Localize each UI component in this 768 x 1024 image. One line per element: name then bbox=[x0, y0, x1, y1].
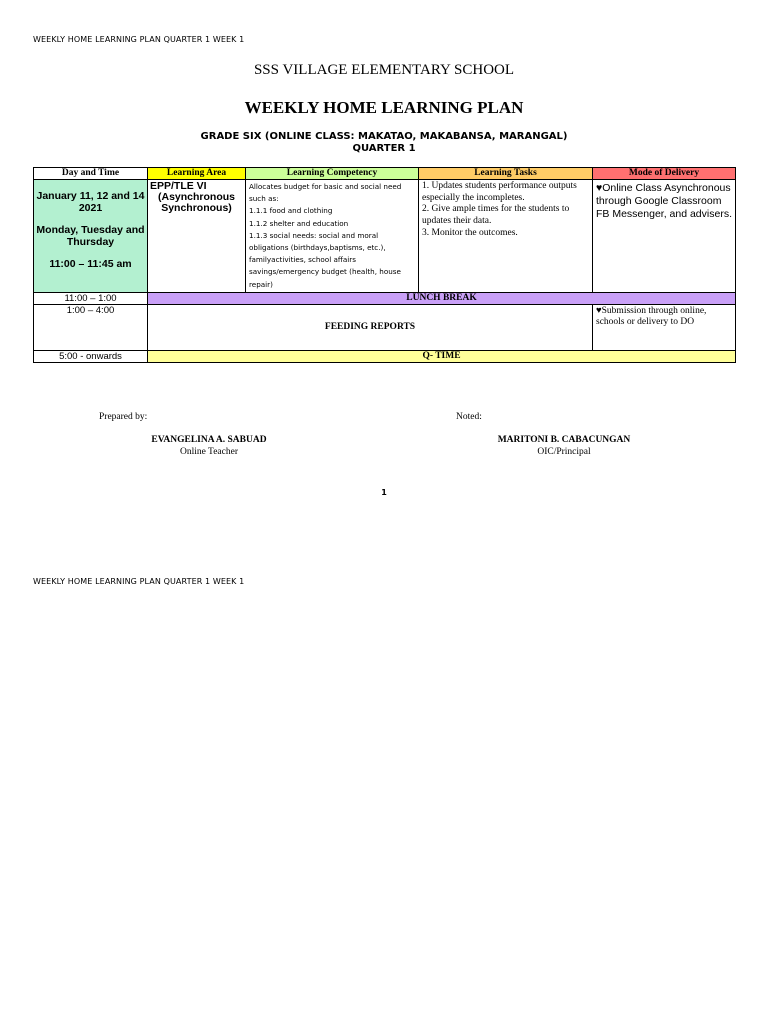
mode-of-delivery-cell: ♥Online Class Asynchronous through Google Classroom FB Messenger, and advisers. bbox=[593, 180, 736, 293]
competency-line: Allocates budget for basic and social need such as: bbox=[249, 182, 402, 204]
time-text: 11:00 – 11:45 am bbox=[49, 258, 132, 270]
quarter-line: QUARTER 1 bbox=[352, 143, 416, 154]
feeding-reports-cell: FEEDING REPORTS bbox=[148, 304, 593, 350]
learning-tasks-cell bbox=[419, 180, 593, 293]
task-item: 1. Updates students performance outputs especially the incompletes. bbox=[422, 181, 577, 203]
table-row bbox=[34, 350, 736, 362]
table-row bbox=[34, 304, 736, 350]
area-sub: (Asynchronous Synchronous) bbox=[157, 191, 235, 214]
grade-line: GRADE SIX (ONLINE CLASS: MAKATAO, MAKABANSA, MARANGAL) bbox=[200, 131, 568, 142]
qtime-cell: Q- TIME bbox=[148, 350, 736, 362]
page-number: 1 bbox=[381, 488, 387, 497]
noted-name: MARITONI B. CABACUNGAN bbox=[497, 435, 631, 445]
table-row bbox=[34, 180, 736, 293]
task-item: 2. Give ample times for the students to updates their data. bbox=[422, 204, 570, 227]
task-item: 3. Monitor the outcomes. bbox=[422, 227, 518, 238]
area-main: EPP/TLE VI bbox=[150, 180, 207, 192]
competency-line: 1.1.3 social needs: social and moral obligations (birthdays,baptisms, etc.), familyactivities, school affairs savings/emergency budget (health, house repair) bbox=[249, 230, 401, 289]
header-learning-area: Learning Area bbox=[148, 168, 246, 180]
qtime-time-cell: 5:00 - onwards bbox=[34, 350, 148, 362]
competency-line: 1.1.1 food and clothing bbox=[249, 206, 333, 216]
noted-title: OIC/Principal bbox=[537, 447, 591, 457]
lunch-break-cell: LUNCH BREAK bbox=[148, 292, 736, 304]
header-day-time: Day and Time bbox=[34, 168, 148, 180]
feeding-time-cell: 1:00 – 4:00 bbox=[34, 304, 148, 350]
day-time-cell bbox=[34, 180, 148, 293]
prepared-by-name: EVANGELINA A. SABUAD bbox=[151, 435, 267, 445]
competency-line: 1.1.2 shelter and education bbox=[249, 218, 349, 228]
lunch-time-cell: 11:00 – 1:00 bbox=[34, 292, 148, 304]
dates-text: January 11, 12 and 14 2021 bbox=[36, 190, 145, 214]
school-name: SSS VILLAGE ELEMENTARY SCHOOL bbox=[253, 62, 515, 78]
table-header-row bbox=[34, 168, 736, 180]
grade-heading bbox=[0, 131, 768, 155]
learning-area-cell bbox=[148, 180, 246, 293]
table-row bbox=[34, 292, 736, 304]
page-header: WEEKLY HOME LEARNING PLAN QUARTER 1 WEEK 1 bbox=[33, 577, 245, 586]
learning-plan-table bbox=[33, 167, 736, 363]
header-mode-of-delivery: Mode of Delivery bbox=[593, 168, 736, 180]
submission-cell: ♥Submission through online, schools or delivery to DO bbox=[593, 304, 736, 350]
plan-title: WEEKLY HOME LEARNING PLAN bbox=[244, 98, 524, 117]
header-learning-tasks: Learning Tasks bbox=[419, 168, 593, 180]
page-header: WEEKLY HOME LEARNING PLAN QUARTER 1 WEEK 1 bbox=[33, 35, 245, 44]
days-text: Monday, Tuesday and Thursday bbox=[36, 224, 145, 248]
prepared-by-title: Online Teacher bbox=[180, 447, 238, 457]
noted-label: Noted: bbox=[456, 412, 482, 422]
prepared-by-label: Prepared by: bbox=[99, 412, 148, 422]
header-learning-competency: Learning Competency bbox=[246, 168, 419, 180]
learning-competency-cell bbox=[246, 180, 419, 293]
